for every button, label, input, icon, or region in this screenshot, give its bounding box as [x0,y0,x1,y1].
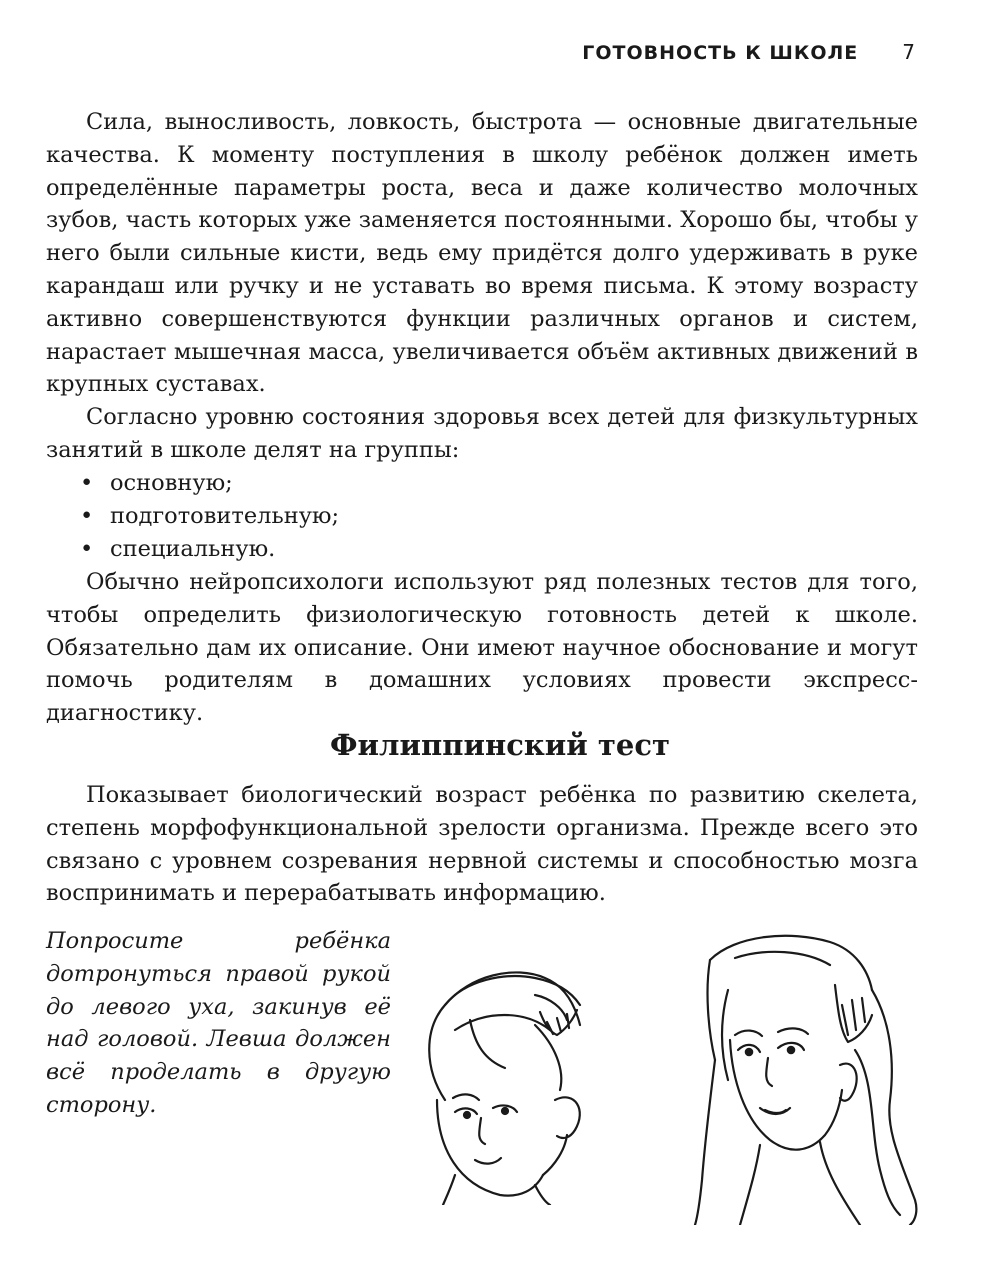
health-groups-list [80,467,339,565]
paragraph-text: Согласно уровню состояния здоровья всех детей для физкультурных занятий в школе делят на группы: [46,404,918,463]
paragraph-health-groups [46,401,918,467]
paragraph-text: Обычно нейропсихологи используют ряд полезных тестов для того, чтобы определить физиологическую готовность детей к школе. Обязательно дам их описание. Они имеют научное обоснование и могут помочь родителям в домашних условиях провести экспресс-диагностику. [46,569,918,727]
test-instruction: Попросите ребёнка дотронуться правой рукой до левого уха, закинув её над головой. Левша должен всё проделать в другую сторону. [46,928,391,1118]
running-header [582,40,916,64]
girl-illustration [690,930,935,1225]
paragraph-text: Показывает биологический возраст ребёнка по развитию скелета, степень морфофункциональной зрелости организма. Прежде всего это связано с уровнем созревания нервной системы и способностью мозга воспринимать и перерабатывать информацию. [46,782,918,907]
header-title: ГОТОВНОСТЬ К ШКОЛЕ [582,42,859,64]
paragraph-test-description [46,779,918,910]
list-item: • специальную. [80,533,339,566]
paragraph-text: Сила, выносливость, ловкость, быстрота — основные двигательные качества. К моменту поступления в школу ребёнок должен иметь определённые параметры роста, веса и даже количество молочных зубов, часть которых уже заменяется постоянными. Хорошо бы, чтобы у него были сильные кисти, ведь ему придётся долго удерживать в руке карандаш или ручку и не уставать во время письма. К этому возрасту активно совершенствуются функции различных органов и систем, нарастает мышечная масса, увеличивается объём активных движений в крупных суставах. [46,109,918,398]
paragraph-tests-intro [46,566,918,730]
page-number: 7 [902,40,916,64]
paragraph-motor-qualities [46,106,918,401]
list-item: • подготовительную; [80,500,339,533]
boy-illustration [415,950,620,1205]
section-title: Филиппинский тест [330,728,670,762]
list-item: • основную; [80,467,339,500]
